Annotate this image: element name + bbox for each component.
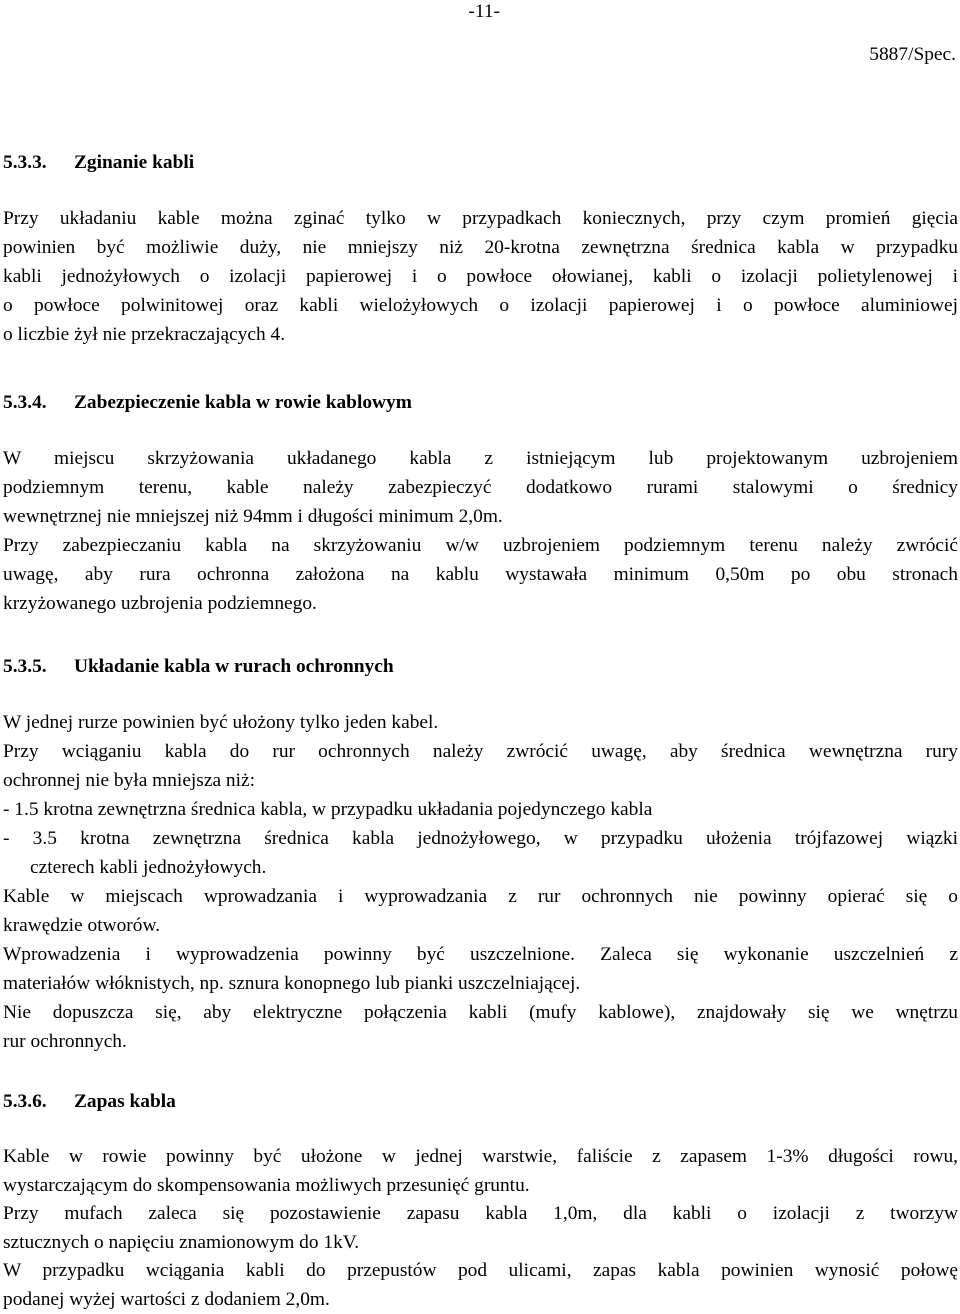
text-line: Nie dopuszcza się, aby elektryczne połączenia kabli (mufy kablowe), znajdowały się we wnętrzu — [3, 1002, 958, 1023]
text-line: W przypadku wciągania kabli do przepustów pod ulicami, zapas kabla powinien wynosić połowę — [3, 1260, 958, 1281]
text-line: o powłoce polwinitowej oraz kabli wielożyłowych o izolacji papierowej i o powłoce aluminiowej — [3, 295, 958, 316]
paragraph — [3, 531, 958, 618]
text-line: materiałów włóknistych, np. sznura konopnego lub pianki uszczelniającej. — [3, 973, 581, 994]
section-title: Zabezpieczenie kabla w rowie kablowym — [74, 392, 412, 413]
section-heading-5-3-5 — [3, 652, 394, 681]
text-line: podanej wyżej wartości z dodaniem 2,0m. — [3, 1289, 330, 1310]
text-line: wewnętrznej nie mniejszej niż 94mm i długości minimum 2,0m. — [3, 506, 503, 527]
text-line: o liczbie żył nie przekraczających 4. — [3, 324, 286, 345]
paragraph — [3, 1199, 958, 1257]
paragraph — [3, 882, 958, 940]
text-line: ochronnej nie była mniejsza niż: — [3, 770, 255, 791]
text-line: Przy zabezpieczaniu kabla na skrzyżowaniu w/w uzbrojeniem podziemnym terenu należy zwrócić — [3, 535, 958, 556]
text-line: rur ochronnych. — [3, 1031, 127, 1052]
section-title: Zginanie kabli — [74, 152, 195, 173]
text-line: powinien być możliwie duży, nie mniejszy niż 20-krotna zewnętrzna średnica kabla w przypadku — [3, 237, 958, 258]
document-reference: 5887/Spec. — [869, 44, 956, 65]
text-line: W miejscu skrzyżowania układanego kabla z istniejącym lub projektowanym uzbrojeniem — [3, 448, 958, 469]
text-line: czterech kabli jednożyłowych. — [30, 857, 267, 878]
text-line: kabli jednożyłowych o izolacji papierowej i o powłoce ołowianej, kabli o izolacji polietylenowej i — [3, 266, 958, 287]
text-line: sztucznych o napięciu znamionowym do 1kV. — [3, 1232, 360, 1253]
list-item — [3, 795, 958, 824]
text-line: Kable w rowie powinny być ułożone w jednej warstwie, faliście z zapasem 1-3% długości rowu, — [3, 1146, 958, 1167]
text-line: Kable w miejscach wprowadzania i wyprowadzania z rur ochronnych nie powinny opierać się o — [3, 886, 958, 907]
paragraph — [3, 444, 958, 531]
text-line: podziemnym terenu, kable należy zabezpieczyć dodatkowo rurami stalowymi o średnicy — [3, 477, 958, 498]
text-line: wystarczającym do skompensowania możliwych przesunięć gruntu. — [3, 1175, 530, 1196]
paragraph — [3, 737, 958, 795]
section-title: Zapas kabla — [74, 1091, 176, 1112]
text-line: Przy wciąganiu kabla do rur ochronnych należy zwrócić uwagę, aby średnica wewnętrzna rury — [3, 741, 958, 762]
section-heading-5-3-4 — [3, 388, 412, 417]
list-item — [3, 824, 958, 882]
paragraph — [3, 204, 958, 349]
text-line: krzyżowanego uzbrojenia podziemnego. — [3, 593, 317, 614]
text-line: Wprowadzenia i wyprowadzenia powinny być uszczelnione. Zaleca się wykonanie uszczelnień z — [3, 944, 958, 965]
text-line: Przy układaniu kable można zginać tylko w przypadkach koniecznych, przy czym promień gięcia — [3, 208, 958, 229]
section-number: 5.3.5. — [3, 656, 47, 677]
section-title: Układanie kabla w rurach ochronnych — [74, 656, 394, 677]
section-heading-5-3-3 — [3, 148, 194, 177]
section-number: 5.3.4. — [3, 392, 47, 413]
page-number: -11- — [468, 1, 500, 22]
paragraph — [3, 940, 958, 998]
section-number: 5.3.6. — [3, 1091, 47, 1112]
text-line: Przy mufach zaleca się pozostawienie zapasu kabla 1,0m, dla kabli o izolacji z tworzyw — [3, 1203, 958, 1224]
paragraph — [3, 1142, 958, 1200]
text-line: krawędzie otworów. — [3, 915, 161, 936]
paragraph — [3, 708, 958, 737]
section-number: 5.3.3. — [3, 152, 47, 173]
paragraph — [3, 998, 958, 1056]
section-heading-5-3-6 — [3, 1087, 176, 1116]
text-line: uwagę, aby rura ochronna założona na kablu wystawała minimum 0,50m po obu stronach — [3, 564, 958, 585]
text-line: - 1.5 krotna zewnętrzna średnica kabla, w przypadku układania pojedynczego kabla — [3, 799, 653, 820]
paragraph — [3, 1256, 958, 1314]
text-line: W jednej rurze powinien być ułożony tylko jeden kabel. — [3, 712, 439, 733]
text-line: - 3.5 krotna zewnętrzna średnica kabla jednożyłowego, w przypadku ułożenia trójfazowej wiązki — [3, 828, 958, 849]
